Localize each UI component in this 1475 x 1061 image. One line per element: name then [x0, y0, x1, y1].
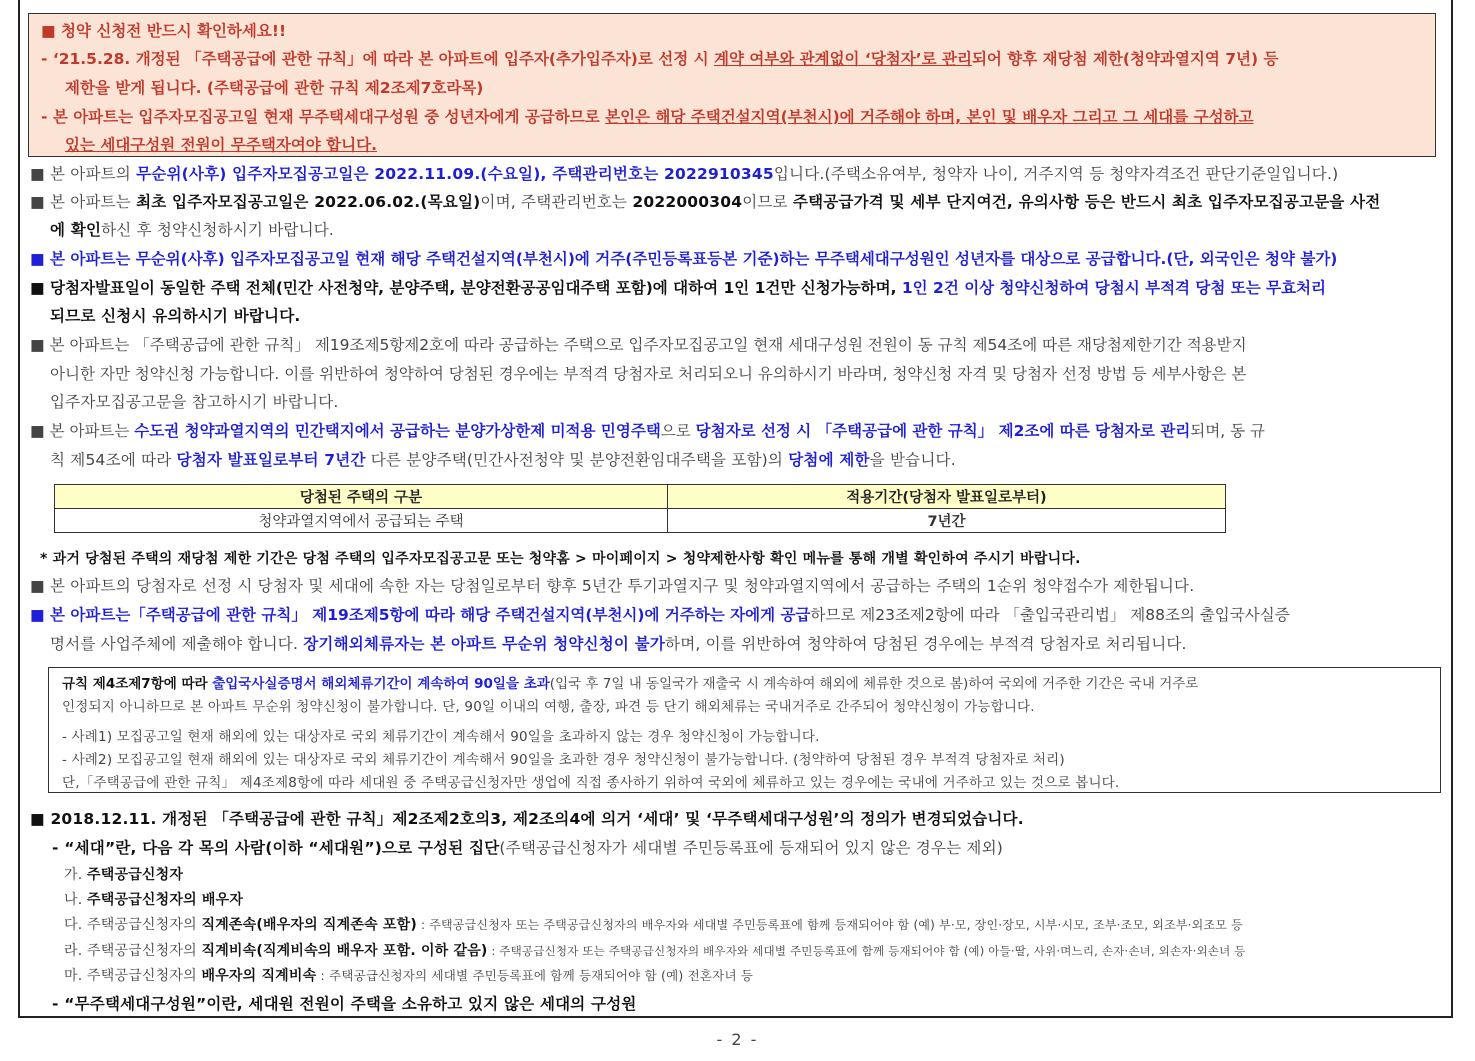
notice-line-2: 제한을 받게 됩니다. (주택공급에 관한 규칙 제2조제7호라목): [65, 79, 484, 97]
text: : 주택공급신청자 또는 주택공급신청자의 배우자와 세대별 주민등록표에 함께 등재되어야 함 (예) 부·모, 장인·장모, 시부·시모, 조부·조모, 외조부·외조모 등: [416, 918, 1243, 932]
notice-text: - 본 아파트는 입주자모집공고일 현재 무주택세대구성원 중 성년자에게 공급하므로: [41, 108, 606, 126]
highlight: 장기해외체류자는 본 아파트 무순위 청약신청이 불가: [303, 635, 666, 653]
text: ■ 본 아파트의: [30, 165, 137, 183]
page-number: - 2 -: [716, 1030, 759, 1049]
table-header: 적용기간(당첨자 발표일로부터): [668, 485, 1226, 509]
notice-text: 되어 향후 재당첨 제한(청약과열지역 7년) 등: [971, 50, 1279, 68]
para-1: [30, 162, 1338, 184]
restriction-table: [54, 484, 1226, 533]
bold-text: 직계비속(직계비속의 배우자 포함. 이하 같음): [201, 943, 488, 959]
table-cell: 7년간: [668, 509, 1226, 533]
bold-text: 규칙 제4조제7항에 따라: [62, 676, 213, 692]
item-ra: [64, 940, 1246, 960]
box2-line-1: [62, 672, 1198, 692]
para-8-line-1: [30, 603, 1290, 625]
text: 을 받습니다.: [869, 451, 956, 469]
box2-line-2: 인정되지 아니하므로 본 아파트 무순위 청약신청이 불가합니다. 단, 90일 이내의 여행, 출장, 파견 등 단기 해외체류는 국내거주로 간주되어 청약신청이 가능합니다.: [62, 699, 1035, 715]
text: 다른 분양주택(민간사전청약 및 분양전환임대주택을 포함)의: [365, 451, 789, 469]
text: 되며, 동 규: [1190, 422, 1265, 440]
text: 이며, 주택관리번호는: [480, 193, 633, 211]
para-4-line-2: 되므로 신청시 유의하시기 바랍니다.: [50, 307, 301, 325]
notice-underline: 계약 여부와 관계없이 ‘당첨자’로 관리: [713, 50, 972, 68]
item-ma: [64, 965, 753, 985]
highlight: 무순위(사후) 입주자모집공고일은 2022.11.09.(수요일), 주택관리번호는 2022910345: [136, 165, 774, 183]
para-10: [52, 836, 1003, 858]
para-5-line-2: 아니한 자만 청약신청 가능합니다. 이를 위반하여 청약하여 당첨된 경우에는 부적격 당첨자로 처리되오니 유의하시기 바라며, 청약신청 자격 및 당첨자 선정 방법 등 세부사항은 본: [50, 365, 1247, 383]
box2-line-5: 단,「주택공급에 관한 규칙」 제4조제8항에 따라 세대원 중 주택공급신청자만 생업에 직접 종사하기 위하여 국외에 체류하고 있는 경우에는 국내에 거주하고 있는 것으로 봅니다.: [62, 775, 1120, 791]
highlight: 당첨자로 선정 시 「주택공급에 관한 규칙」 제2조에 따른 당첨자로 관리: [695, 422, 1191, 440]
bold-text: 2022000304: [632, 193, 743, 211]
para-8-line-2: [50, 632, 1187, 654]
bold-text: 배우자의 직계비속: [201, 968, 317, 984]
text: 다. 주택공급신청자의: [64, 917, 202, 933]
item-ga: [64, 864, 183, 884]
highlight: ■ 본 아파트는「주택공급에 관한 규칙」 제19조제5항에 따라 해당 주택건설지역(부천시)에 거주하는 자에게 공급: [30, 606, 811, 624]
bold-text: 주택공급가격 및 세부 단지여건, 유의사항 등은 반드시 최초 입주자모집공고문을 사전: [792, 193, 1381, 211]
box2-line-3: - 사례1) 모집공고일 현재 해외에 있는 대상자로 국외 체류기간이 계속해서 90일을 초과하지 않는 경우 청약신청이 가능합니다.: [62, 729, 820, 745]
notice-title: ■ 청약 신청전 반드시 확인하세요!!: [41, 22, 287, 40]
para-3: ■ 본 아파트는 무순위(사후) 입주자모집공고일 현재 해당 주택건설지역(부천시)에 거주(주민등록표등본 기준)하는 무주택세대구성원인 성년자를 대상으로 공급합니다.(단, 외국인은 청약 불가): [30, 250, 1338, 268]
notice-line-1: [41, 47, 1278, 69]
notice-text: - ‘21.5.28. 개정된 「주택공급에 관한 규칙」에 따라 본 아파트에 입주자(추가입주자)로 선정 시: [41, 50, 714, 68]
text: (주택공급신청자가 세대별 주민등록표에 등재되어 있지 않은 경우는 제외): [499, 839, 1003, 857]
item-marker: 나.: [64, 892, 88, 908]
para-2-line-2: [50, 218, 334, 240]
text: ■ 본 아파트는: [30, 422, 135, 440]
para-6-line-1: [30, 419, 1265, 441]
note-1: * 과거 당첨된 주택의 재당첨 제한 기간은 당첨 주택의 입주자모집공고문 또는 청약홈 > 마이페이지 > 청약제한사항 확인 메뉴를 통해 개별 확인하여 주시기 바랍니다.: [40, 551, 1081, 567]
text: 이므로: [742, 193, 793, 211]
bold-text: 직계존속(배우자의 직계존속 포함): [201, 917, 417, 933]
notice-line-4: 있는 세대구성원 전원이 무주택자여야 합니다.: [65, 136, 377, 154]
text: : 주택공급신청자 또는 주택공급신청자의 배우자와 세대별 주민등록표에 함께 등재되어야 함 (예) 아들·딸, 사위·며느리, 손자·손녀, 외손자·외손녀 등: [487, 944, 1246, 958]
table-header-row: [55, 485, 1226, 509]
highlight: 당첨자 발표일로부터 7년간: [176, 451, 366, 469]
text: 하신 후 청약신청하시기 바랍니다.: [101, 221, 335, 239]
notice-underline: 본인은 해당 주택건설지역(부천시)에 거주해야 하며, 본인 및 배우자 그리고 그 세대를 구성하고: [605, 108, 1254, 126]
bold-text: - “세대”란, 다음 각 목의 사람(이하 “세대원”)으로 구성된 집단: [52, 839, 500, 857]
bold-text: 주택공급신청자: [87, 867, 184, 883]
notice-line-3: [41, 105, 1254, 127]
table-cell: 청약과열지역에서 공급되는 주택: [55, 509, 668, 533]
para-11: - “무주택세대구성원”이란, 세대원 전원이 주택을 소유하고 있지 않은 세대의 구성원: [52, 995, 637, 1013]
para-5-line-3: 입주자모집공고문을 참고하시기 바랍니다.: [50, 393, 339, 411]
text: 하며, 이를 위반하여 청약하여 당첨된 경우에는 부적격 당첨자로 처리됩니다.: [665, 635, 1187, 653]
para-5-line-1: ■ 본 아파트는 「주택공급에 관한 규칙」 제19조제5항제2호에 따라 공급하는 주택으로 입주자모집공고일 현재 세대구성원 전원이 동 규칙 제54조에 따른 재당첨제한기간 적용받지: [30, 336, 1247, 354]
highlight: 당첨에 제한: [788, 451, 870, 469]
highlight: 출입국사실증명서 해외체류기간이 계속하여 90일을 초과: [212, 676, 550, 692]
item-marker: 가.: [64, 867, 88, 883]
highlight: 수도권 청약과열지역의 민간택지에서 공급하는 분양가상한제 미적용 민영주택: [134, 422, 661, 440]
para-2-line-1: [30, 190, 1380, 212]
bold-text: 최초 입주자모집공고일은 2022.06.02.(목요일): [136, 193, 481, 211]
para-6-line-2: [50, 448, 956, 470]
table-row: [55, 509, 1226, 533]
bold-text: ■ 당첨자발표일이 동일한 주택 전체(민간 사전청약, 분양주택, 분양전환공공임대주택 포함)에 대하여 1인 1건만 신청가능하며,: [30, 279, 902, 297]
item-da: [64, 914, 1243, 934]
text: 으로: [660, 422, 696, 440]
text: 하므로 제23조제2항에 따라 「출입국관리법」 제88조의 출입국사실증: [810, 606, 1290, 624]
bold-text: 주택공급신청자의 배우자: [87, 892, 244, 908]
para-4-line-1: [30, 276, 1326, 298]
table-header: 당첨된 주택의 구분: [55, 485, 668, 509]
text: 명서를 사업주체에 제출해야 합니다.: [50, 635, 304, 653]
para-9: ■ 2018.12.11. 개정된 「주택공급에 관한 규칙」제2조제2호의3, 제2조의4에 의거 ‘세대’ 및 ‘무주택세대구성원’의 정의가 변경되었습니다.: [30, 810, 1024, 828]
text: (입국 후 7일 내 동일국가 재출국 시 계속하여 해외에 체류한 것으로 봄)하여 국외에 거주한 기간은 국내 거주로: [549, 676, 1199, 692]
bold-text: 에 확인: [50, 221, 102, 239]
notice-box: [28, 13, 1436, 157]
text: ■ 본 아파트는: [30, 193, 137, 211]
text: : 주택공급신청자의 세대별 주민등록표에 함께 등재되어야 함 (예) 전혼자녀 등: [316, 968, 754, 983]
text: 칙 제54조에 따라: [50, 451, 177, 469]
para-7: ■ 본 아파트의 당첨자로 선정 시 당첨자 및 세대에 속한 자는 당첨일로부터 향후 5년간 투기과열지구 및 청약과열지역에서 공급하는 주택의 1순위 청약접수가 제한됩니다.: [30, 577, 1195, 595]
text: 마. 주택공급신청자의: [64, 968, 202, 984]
item-na: [64, 889, 243, 909]
highlight: 1인 2건 이상 청약신청하여 당첨시 부적격 당첨 또는 무효처리: [901, 279, 1326, 297]
text: 입니다.(주택소유여부, 청약자 나이, 거주지역 등 청약자격조건 판단기준일입니다.): [773, 165, 1339, 183]
text: 라. 주택공급신청자의: [64, 943, 202, 959]
box2-line-4: - 사례2) 모집공고일 현재 해외에 있는 대상자로 국외 체류기간이 계속해서 90일을 초과한 경우 청약신청이 불가능합니다. (청약하여 당첨된 경우 부적격 당첨자로 처리): [62, 752, 1065, 768]
